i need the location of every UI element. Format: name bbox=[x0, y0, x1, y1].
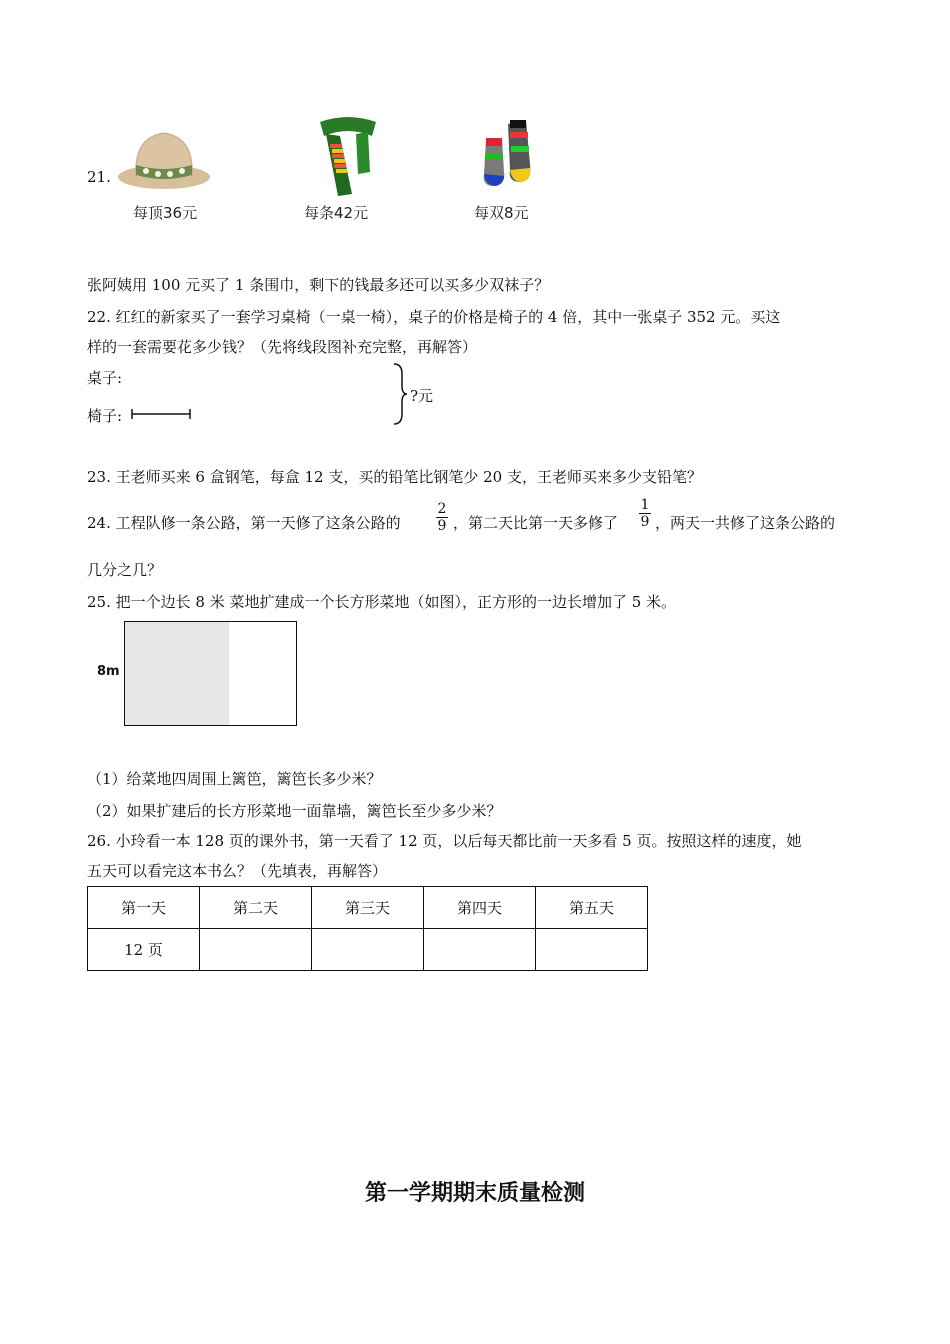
q22-line2: 样的一套需要花多少钱？（先将线段图补充完整，再解答） bbox=[87, 338, 478, 356]
q24-part1: 24. 工程队修一条公路，第一天修了这条公路的 bbox=[87, 514, 401, 532]
q23-text: 23. 王老师买来 6 盒钢笔，每盒 12 支，买的铅笔比钢笔少 20 支，王老师买来多少支铅笔？ bbox=[87, 468, 702, 486]
q24-frac2-den: 9 bbox=[640, 514, 650, 530]
table-header-cell: 第二天 bbox=[200, 887, 312, 929]
q24-frac2-num: 1 bbox=[640, 497, 650, 513]
desk-label: 桌子: bbox=[87, 369, 123, 387]
q22-line1: 22. 红红的新家买了一套学习桌椅（一桌一椅），桌子的价格是椅子的 4 倍，其中一张桌子 352 元。买这 bbox=[87, 308, 781, 326]
table-cell: 12 页 bbox=[88, 929, 200, 971]
chair-label: 椅子: bbox=[87, 407, 123, 425]
table-cell bbox=[424, 929, 536, 971]
q24-fraction-1 bbox=[436, 501, 448, 534]
q25-square bbox=[124, 621, 231, 726]
q26-line2: 五天可以看完这本书么？（先填表，再解答） bbox=[87, 862, 388, 880]
hat-price: 每顶36元 bbox=[133, 204, 198, 222]
table-cell bbox=[312, 929, 424, 971]
table-row bbox=[88, 929, 648, 971]
reading-table bbox=[87, 886, 648, 971]
q24-fraction-2 bbox=[639, 497, 651, 530]
q24-frac1-num: 2 bbox=[437, 501, 447, 517]
hat-icon bbox=[114, 125, 214, 195]
q24-part2: ，第二天比第一天多修了 bbox=[453, 514, 619, 532]
q24-part3: ，两天一共修了这条公路的 bbox=[655, 514, 836, 532]
q25-sub1: （1）给菜地四周围上篱笆，篱笆长多少米？ bbox=[87, 770, 382, 788]
table-header-cell: 第一天 bbox=[88, 887, 200, 929]
q25-side-label: 8m bbox=[97, 664, 120, 679]
q25-text: 25. 把一个边长 8 米 菜地扩建成一个长方形菜地（如图），正方形的一边长增加了 5 米。 bbox=[87, 593, 677, 611]
socks-price: 每双8元 bbox=[474, 204, 529, 222]
table-header-cell: 第四天 bbox=[424, 887, 536, 929]
q24-line2: 几分之几？ bbox=[87, 561, 163, 579]
total-label: ?元 bbox=[410, 387, 434, 405]
table-header-row bbox=[88, 887, 648, 929]
scarf-price: 每条42元 bbox=[304, 204, 369, 222]
table-cell bbox=[536, 929, 648, 971]
exam-title: 第一学期期末质量检测 bbox=[364, 1181, 585, 1206]
socks-icon bbox=[480, 114, 540, 192]
q26-line1: 26. 小玲看一本 128 页的课外书，第一天看了 12 页，以后每天都比前一天多看 5 页。按照这样的速度，她 bbox=[87, 832, 802, 850]
scarf-icon bbox=[312, 112, 384, 198]
q24-frac1-den: 9 bbox=[437, 518, 447, 534]
q21-question: 张阿姨用 100 元买了 1 条围巾，剩下的钱最多还可以买多少双袜子？ bbox=[87, 276, 550, 294]
table-cell bbox=[200, 929, 312, 971]
table-header-cell: 第三天 bbox=[312, 887, 424, 929]
chair-segment bbox=[130, 407, 194, 421]
total-brace bbox=[392, 362, 408, 426]
q25-extension bbox=[229, 621, 297, 726]
table-header-cell: 第五天 bbox=[536, 887, 648, 929]
q25-sub2: （2）如果扩建后的长方形菜地一面靠墙，篱笆长至少多少米？ bbox=[87, 802, 502, 820]
q21-number: 21. bbox=[87, 168, 111, 186]
